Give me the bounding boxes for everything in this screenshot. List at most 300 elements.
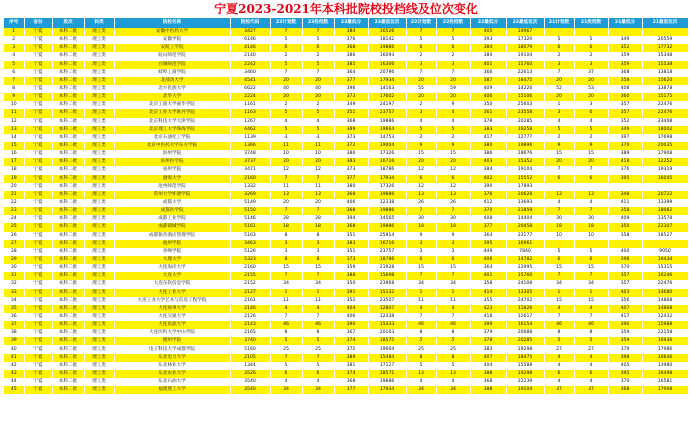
table-cell: 26: [4, 232, 24, 240]
table-cell: [608, 28, 642, 36]
table-cell: 7: [574, 166, 608, 174]
table-cell: 本科二批: [52, 256, 84, 264]
table-cell: 25: [4, 223, 24, 231]
table-cell: 理工类: [84, 44, 114, 52]
table-cell: 3: [544, 61, 574, 69]
table-cell: 25: [436, 345, 470, 353]
table-cell: 24197: [368, 101, 406, 109]
table-cell: 3: [544, 109, 574, 117]
table-cell: 5: [406, 126, 436, 134]
table-cell: 34: [406, 280, 436, 288]
table-cell: 20: [436, 77, 470, 85]
table-cell: 7: [574, 207, 608, 215]
table-cell: 7: [302, 313, 334, 321]
table-cell: 19104: [506, 52, 544, 60]
table-cell: 4: [406, 378, 436, 386]
table-cell: 8: [436, 329, 470, 337]
table-cell: 2: [270, 101, 302, 109]
table-cell: 5146: [230, 215, 270, 223]
table-cell: 17320: [506, 36, 544, 44]
table-cell: 4: [544, 305, 574, 313]
table-cell: 8: [270, 232, 302, 240]
table-cell: 370: [608, 142, 642, 150]
table-cell: 37: [574, 386, 608, 394]
table-cell: 449: [470, 248, 506, 256]
table-cell: 7: [302, 175, 334, 183]
table-cell: 384: [470, 44, 506, 52]
table-cell: 本科二批: [52, 223, 84, 231]
table-cell: 2: [4, 36, 24, 44]
table-cell: 5: [270, 61, 302, 69]
table-cell: 宁夏: [24, 142, 52, 150]
table-cell: 1366: [230, 142, 270, 150]
table-cell: 16246: [642, 272, 688, 280]
table-cell: 17908: [642, 386, 688, 394]
table-cell: 19896: [506, 142, 544, 150]
table-cell: 14868: [642, 297, 688, 305]
table-cell: 本科二批: [52, 264, 84, 272]
table-cell: 6: [406, 256, 436, 264]
table-cell: 3: [270, 240, 302, 248]
table-cell: 宁夏: [24, 61, 52, 69]
table-cell: 28: [270, 215, 302, 223]
table-cell: 15: [302, 264, 334, 272]
table-cell: 理工类: [84, 321, 114, 329]
table-cell: 3: [4, 44, 24, 52]
table-cell: 386: [470, 150, 506, 158]
table-cell: [544, 183, 574, 191]
table-cell: 11: [302, 142, 334, 150]
table-cell: 376: [334, 36, 368, 44]
table-cell: 14404: [506, 215, 544, 223]
table-cell: 5: [436, 362, 470, 370]
table-cell: 7: [436, 28, 470, 36]
table-cell: 19258: [506, 126, 544, 134]
table-cell: 6: [574, 44, 608, 52]
table-cell: 4: [544, 378, 574, 386]
table-cell: 22307: [642, 223, 688, 231]
admission-table: [4, 18, 689, 394]
table-cell: 8: [544, 329, 574, 337]
table-cell: 3460: [230, 69, 270, 77]
table-cell: 18527: [642, 232, 688, 240]
table-cell: 12432: [642, 313, 688, 321]
table-cell: 5149: [230, 199, 270, 207]
table-cell: [642, 183, 688, 191]
table-cell: 368: [334, 191, 368, 199]
table-cell: 5: [302, 337, 334, 345]
table-row: [4, 297, 688, 305]
table-cell: 4: [574, 118, 608, 126]
table-cell: 20: [574, 77, 608, 85]
table-cell: 370: [608, 378, 642, 386]
table-cell: 16045: [642, 175, 688, 183]
table-cell: 396: [608, 321, 642, 329]
table-cell: 5: [544, 126, 574, 134]
table-cell: 6: [270, 370, 302, 378]
table-cell: 404: [334, 305, 368, 313]
table-cell: 德州学院: [114, 337, 230, 345]
table-cell: 24108: [506, 280, 544, 288]
table-cell: 5: [302, 362, 334, 370]
table-row: [4, 101, 688, 109]
table-cell: 376: [470, 191, 506, 199]
table-row: [4, 256, 688, 264]
table-cell: 19319: [642, 166, 688, 174]
table-cell: 45: [4, 386, 24, 394]
table-cell: 12807: [368, 305, 406, 313]
table-cell: 22613: [506, 69, 544, 77]
table-cell: [608, 240, 642, 248]
table-cell: 388: [470, 370, 506, 378]
table-cell: 393: [470, 36, 506, 44]
table-cell: 401: [470, 61, 506, 69]
table-row: [4, 77, 688, 85]
table-cell: 理工类: [84, 272, 114, 280]
table-cell: 本科二批: [52, 126, 84, 134]
table-cell: 13399: [642, 199, 688, 207]
table-cell: 本科二批: [52, 69, 84, 77]
table-cell: 18475: [506, 354, 544, 362]
table-cell: 12: [436, 166, 470, 174]
column-header: 科类: [84, 18, 114, 28]
table-cell: 368: [334, 118, 368, 126]
table-cell: 4: [302, 118, 334, 126]
table-cell: 安徽中医药大学: [114, 28, 230, 36]
table-cell: 16: [4, 150, 24, 158]
column-header: 21最低位次: [642, 18, 688, 28]
table-row: [4, 289, 688, 297]
table-cell: 7: [270, 354, 302, 362]
table-cell: 30: [436, 215, 470, 223]
table-cell: 34: [4, 297, 24, 305]
table-cell: 364: [334, 69, 368, 77]
table-cell: 14680: [642, 289, 688, 297]
table-cell: 宁夏: [24, 345, 52, 353]
table-cell: 15132: [368, 289, 406, 297]
column-header: 22计划数: [406, 18, 436, 28]
table-cell: 宁夏: [24, 101, 52, 109]
table-cell: 6: [436, 256, 470, 264]
table-cell: 7: [406, 69, 436, 77]
table-cell: 352: [334, 297, 368, 305]
table-cell: 390: [334, 321, 368, 329]
table-cell: 成都医学院: [114, 207, 230, 215]
table-cell: 38: [4, 329, 24, 337]
table-cell: 22476: [642, 280, 688, 288]
table-cell: 15: [436, 150, 470, 158]
table-cell: 宁夏: [24, 297, 52, 305]
table-cell: 本科二批: [52, 337, 84, 345]
table-cell: 福建理工大学: [114, 386, 230, 394]
table-cell: 46: [406, 321, 436, 329]
table-cell: 本科二批: [52, 28, 84, 36]
table-cell: 本科二批: [52, 329, 84, 337]
table-cell: 宁夏: [24, 158, 52, 166]
table-cell: 理工类: [84, 256, 114, 264]
table-cell: 13: [302, 191, 334, 199]
table-cell: 理工类: [84, 142, 114, 150]
table-cell: 1: [406, 289, 436, 297]
table-cell: 403: [470, 158, 506, 166]
table-cell: 364: [470, 232, 506, 240]
table-cell: 4: [4, 52, 24, 60]
table-cell: 18: [436, 223, 470, 231]
table-cell: 390: [470, 183, 506, 191]
table-row: [4, 223, 688, 231]
table-cell: 357: [608, 280, 642, 288]
table-cell: 9: [574, 142, 608, 150]
table-cell: 16434: [642, 256, 688, 264]
table-cell: 安徽学院: [114, 36, 230, 44]
table-cell: 15: [270, 264, 302, 272]
table-cell: 19004: [368, 345, 406, 353]
table-cell: 滨州医学院: [114, 158, 230, 166]
table-cell: 宁夏: [24, 264, 52, 272]
table-cell: 15315: [642, 264, 688, 272]
table-cell: 406: [334, 199, 368, 207]
table-cell: 20: [574, 158, 608, 166]
table-cell: 宁夏: [24, 240, 52, 248]
table-cell: 25: [302, 345, 334, 353]
table-cell: 17934: [368, 386, 406, 394]
table-cell: 理工类: [84, 175, 114, 183]
table-cell: 4541: [230, 77, 270, 85]
table-cell: 10: [4, 101, 24, 109]
table-cell: 404: [470, 362, 506, 370]
table-cell: 5: [302, 109, 334, 117]
column-header: 23最低位次: [368, 18, 406, 28]
table-cell: 15: [544, 150, 574, 158]
table-cell: 宁夏: [24, 272, 52, 280]
table-cell: 349: [334, 101, 368, 109]
table-cell: 383: [334, 158, 368, 166]
table-cell: 东北农业大学: [114, 370, 230, 378]
table-cell: 13: [544, 191, 574, 199]
table-cell: 18786: [368, 256, 406, 264]
table-cell: [608, 183, 642, 191]
table-cell: 理工类: [84, 61, 114, 69]
table-cell: 本科二批: [52, 215, 84, 223]
table-row: [4, 345, 688, 353]
table-cell: 2: [574, 134, 608, 142]
table-cell: 5: [574, 337, 608, 345]
table-cell: 380: [334, 150, 368, 158]
table-cell: 本科二批: [52, 313, 84, 321]
table-row: [4, 109, 688, 117]
table-cell: 17326: [368, 183, 406, 191]
table-cell: 本科二批: [52, 44, 84, 52]
table-cell: 7: [302, 354, 334, 362]
table-cell: 18: [270, 223, 302, 231]
table-cell: 17934: [368, 175, 406, 183]
table-cell: 20035: [642, 142, 688, 150]
column-header: 23计划数: [270, 18, 302, 28]
table-cell: 大连工业大学艺术与信息工程学院: [114, 297, 230, 305]
table-cell: 18: [406, 223, 436, 231]
table-cell: 赤峰学院: [114, 248, 230, 256]
table-cell: 3: [302, 248, 334, 256]
table-cell: 23757: [368, 248, 406, 256]
table-cell: 北京理工大学珠海学院: [114, 126, 230, 134]
table-cell: 本科二批: [52, 199, 84, 207]
table-cell: 7: [406, 28, 436, 36]
table-cell: 28: [4, 248, 24, 256]
table-cell: 本科二批: [52, 134, 84, 142]
table-cell: 北京工业大学耿丹学院: [114, 109, 230, 117]
table-cell: 19004: [368, 142, 406, 150]
table-cell: 17934: [368, 77, 406, 85]
table-row: [4, 191, 688, 199]
table-row: [4, 370, 688, 378]
table-cell: 宁夏: [24, 109, 52, 117]
table-cell: 18079: [506, 44, 544, 52]
table-cell: 理工类: [84, 215, 114, 223]
table-cell: 2105: [230, 354, 270, 362]
table-cell: 成都锦城学院: [114, 223, 230, 231]
table-cell: 418: [608, 158, 642, 166]
table-cell: 4: [406, 305, 436, 313]
table-cell: 357: [608, 101, 642, 109]
table-cell: 15: [406, 150, 436, 158]
table-cell: 20559: [642, 36, 688, 44]
table-cell: 24702: [506, 297, 544, 305]
table-cell: 理工类: [84, 248, 114, 256]
table-cell: 2: [406, 101, 436, 109]
table-cell: 2: [302, 52, 334, 60]
table-cell: 理工类: [84, 199, 114, 207]
table-cell: 4: [574, 378, 608, 386]
table-cell: 11: [4, 109, 24, 117]
table-row: [4, 329, 688, 337]
table-cell: 宁夏: [24, 354, 52, 362]
table-row: [4, 305, 688, 313]
table-cell: 2: [574, 52, 608, 60]
table-cell: 渤海大学: [114, 175, 230, 183]
table-cell: 3: [270, 134, 302, 142]
table-cell: 4: [270, 305, 302, 313]
table-cell: 20: [302, 93, 334, 101]
table-cell: 12338: [368, 199, 406, 207]
table-cell: 本科二批: [52, 52, 84, 60]
table-cell: 宁夏: [24, 321, 52, 329]
table-cell: 本科二批: [52, 61, 84, 69]
table-cell: 9: [436, 101, 470, 109]
table-cell: 370: [470, 207, 506, 215]
table-cell: 20: [270, 93, 302, 101]
table-cell: 3737: [230, 158, 270, 166]
table-cell: 6: [270, 44, 302, 52]
table-cell: 理工类: [84, 77, 114, 85]
table-cell: 16306: [368, 61, 406, 69]
table-cell: 368: [334, 44, 368, 52]
table-cell: 5161: [230, 223, 270, 231]
table-cell: 本科二批: [52, 158, 84, 166]
table-cell: 39: [4, 337, 24, 345]
table-body: [4, 28, 688, 394]
table-cell: 6: [4, 69, 24, 77]
table-cell: 北华大学: [114, 93, 230, 101]
table-cell: 2242: [230, 61, 270, 69]
table-cell: 52: [544, 85, 574, 93]
table-cell: 386: [334, 52, 368, 60]
table-cell: 理工类: [84, 150, 114, 158]
table-cell: 6: [406, 44, 436, 52]
table-cell: 23968: [368, 280, 406, 288]
table-cell: 宁夏: [24, 69, 52, 77]
table-cell: 396: [334, 85, 368, 93]
table-cell: 24: [4, 215, 24, 223]
table-cell: 理工类: [84, 191, 114, 199]
table-cell: 成都大学: [114, 199, 230, 207]
table-cell: 53: [574, 85, 608, 93]
table-row: [4, 44, 688, 52]
table-cell: 20: [544, 158, 574, 166]
table-cell: 16936: [642, 337, 688, 345]
table-cell: 20: [436, 93, 470, 101]
table-cell: 357: [608, 109, 642, 117]
table-row: [4, 85, 688, 93]
table-cell: 46: [302, 321, 334, 329]
table-cell: 22: [4, 199, 24, 207]
table-cell: 3463: [230, 240, 270, 248]
table-cell: 13980: [642, 362, 688, 370]
table-cell: 4: [544, 118, 574, 126]
table-cell: 34: [270, 280, 302, 288]
table-cell: 常州大学怀德学院: [114, 191, 230, 199]
table-cell: 43: [4, 370, 24, 378]
table-cell: 本科二批: [52, 101, 84, 109]
table-cell: 377: [334, 386, 368, 394]
table-cell: 宁夏: [24, 36, 52, 44]
table-cell: 368: [608, 69, 642, 77]
table-cell: 8: [270, 329, 302, 337]
table-cell: 本科二批: [52, 36, 84, 44]
table-cell: 380: [334, 183, 368, 191]
table-cell: 北京中医药大学东方学院: [114, 142, 230, 150]
table-cell: 20088: [506, 329, 544, 337]
table-cell: 8: [436, 354, 470, 362]
table-cell: 4: [270, 378, 302, 386]
table-cell: 22995: [506, 264, 544, 272]
table-cell: 宁夏: [24, 232, 52, 240]
table-cell: 5: [574, 126, 608, 134]
table-cell: 本科二批: [52, 183, 84, 191]
table-cell: 宁夏: [24, 289, 52, 297]
table-cell: 8: [302, 232, 334, 240]
table-cell: 4: [270, 118, 302, 126]
table-cell: 20: [302, 77, 334, 85]
table-cell: 12: [270, 166, 302, 174]
table-cell: 15698: [368, 272, 406, 280]
table-cell: 20103: [368, 329, 406, 337]
table-cell: 理工类: [84, 52, 114, 60]
table-cell: 15: [544, 264, 574, 272]
table-cell: 34: [302, 280, 334, 288]
table-cell: 18142: [368, 36, 406, 44]
table-cell: 36: [4, 313, 24, 321]
table-cell: 7: [544, 69, 574, 77]
table-cell: 29: [4, 256, 24, 264]
table-cell: 7: [574, 313, 608, 321]
table-cell: 15348: [642, 52, 688, 60]
table-row: [4, 215, 688, 223]
table-cell: 宁夏: [24, 191, 52, 199]
table-cell: 宁夏: [24, 77, 52, 85]
table-cell: 3: [574, 61, 608, 69]
table-cell: 理工类: [84, 378, 114, 386]
table-cell: 北京石油化工学院: [114, 134, 230, 142]
